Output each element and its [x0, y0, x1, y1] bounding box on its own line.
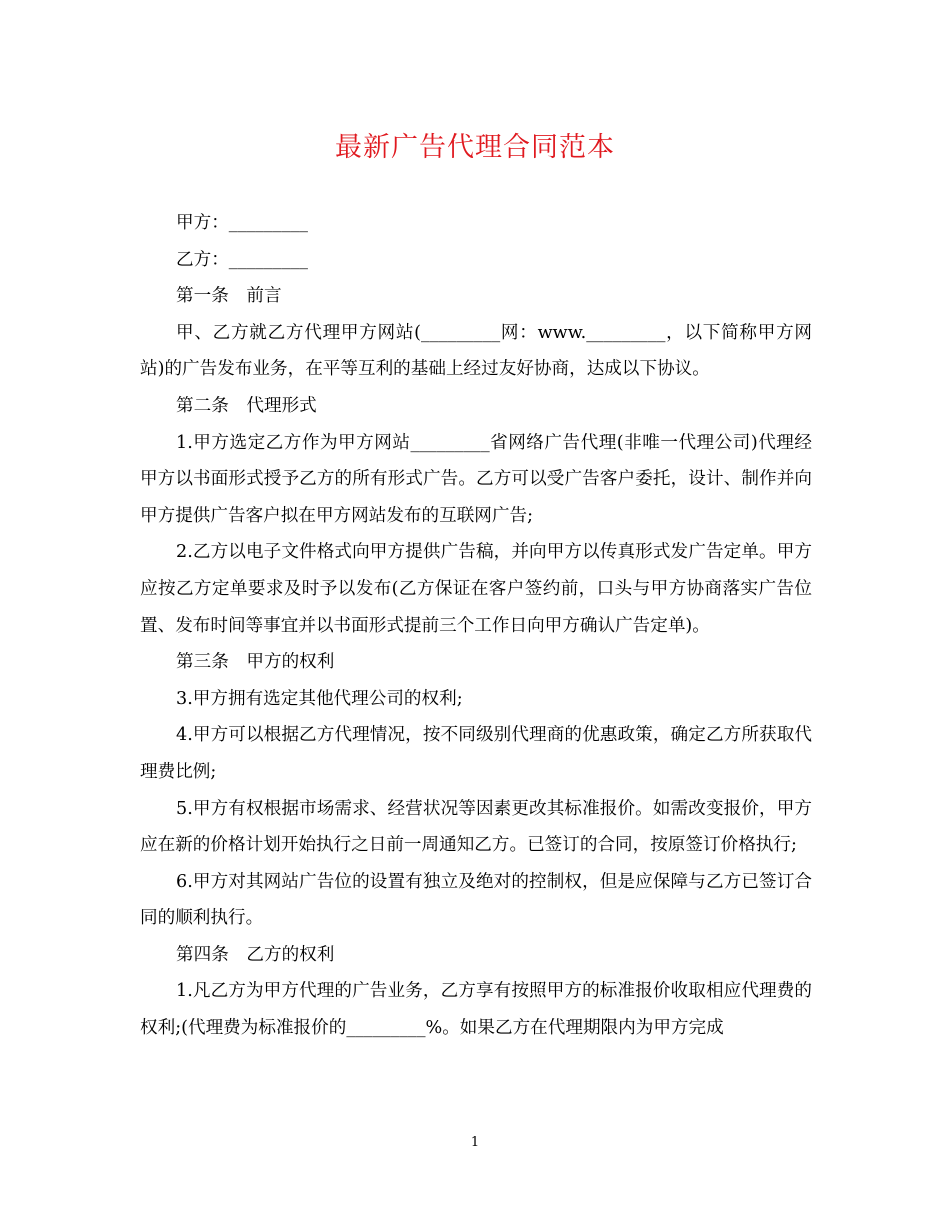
clause-2-1: 1.甲方选定乙方作为甲方网站_________省网络广告代理(非唯一代理公司)代理经甲方以书面形式授予乙方的所有形式广告。乙方可以受广告客户委托，设计、制作并向甲方提供广告客户拟在甲方网站发布的互联网广告; — [140, 432, 812, 526]
document-body — [140, 205, 812, 1047]
clause-3-3: 3.甲方拥有选定其他代理公司的权利; — [176, 688, 463, 709]
clause-4-1: 1.凡乙方为甲方代理的广告业务，乙方享有按照甲方的标准报价收取相应代理费的权利;(代理费为标准报价的_________%。如果乙方在代理期限内为甲方完成 — [140, 981, 812, 1039]
clause-2-2: 2.乙方以电子文件格式向甲方提供广告稿，并向甲方以传真形式发广告定单。甲方应按乙方定单要求及时予以发布(乙方保证在客户签约前，口头与甲方协商落实广告位置、发布时间等事宜并以书面形式提前三个工作日向甲方确认广告定单)。 — [140, 542, 812, 636]
article-1-heading: 第一条 前言 — [176, 286, 282, 307]
article-4-heading: 第四条 乙方的权利 — [176, 944, 335, 965]
article-3-heading: 第三条 甲方的权利 — [176, 652, 335, 673]
party-a-line: 甲方：_________ — [176, 213, 308, 233]
party-b-line: 乙方：_________ — [176, 249, 308, 270]
article-1-paragraph: 甲、乙方就乙方代理甲方网站(_________网：www._________，以下简称甲方网站)的广告发布业务，在平等互利的基础上经过友好协商，达成以下协议。 — [140, 322, 812, 380]
document-title: 最新广告代理合同范本 — [335, 132, 615, 163]
clause-3-5: 5.甲方有权根据市场需求、经营状况等因素更改其标准报价。如需改变报价，甲方应在新的价格计划开始执行之日前一周通知乙方。已签订的合同，按原签订价格执行; — [140, 798, 812, 856]
article-2-heading: 第二条 代理形式 — [176, 395, 317, 416]
page-number: 1 — [470, 1135, 480, 1150]
clause-3-4: 4.甲方可以根据乙方代理情况，按不同级别代理商的优惠政策，确定乙方所获取代理费比例; — [140, 725, 812, 782]
clause-3-6: 6.甲方对其网站广告位的设置有独立及绝对的控制权，但是应保障与乙方已签订合同的顺利执行。 — [140, 871, 812, 929]
